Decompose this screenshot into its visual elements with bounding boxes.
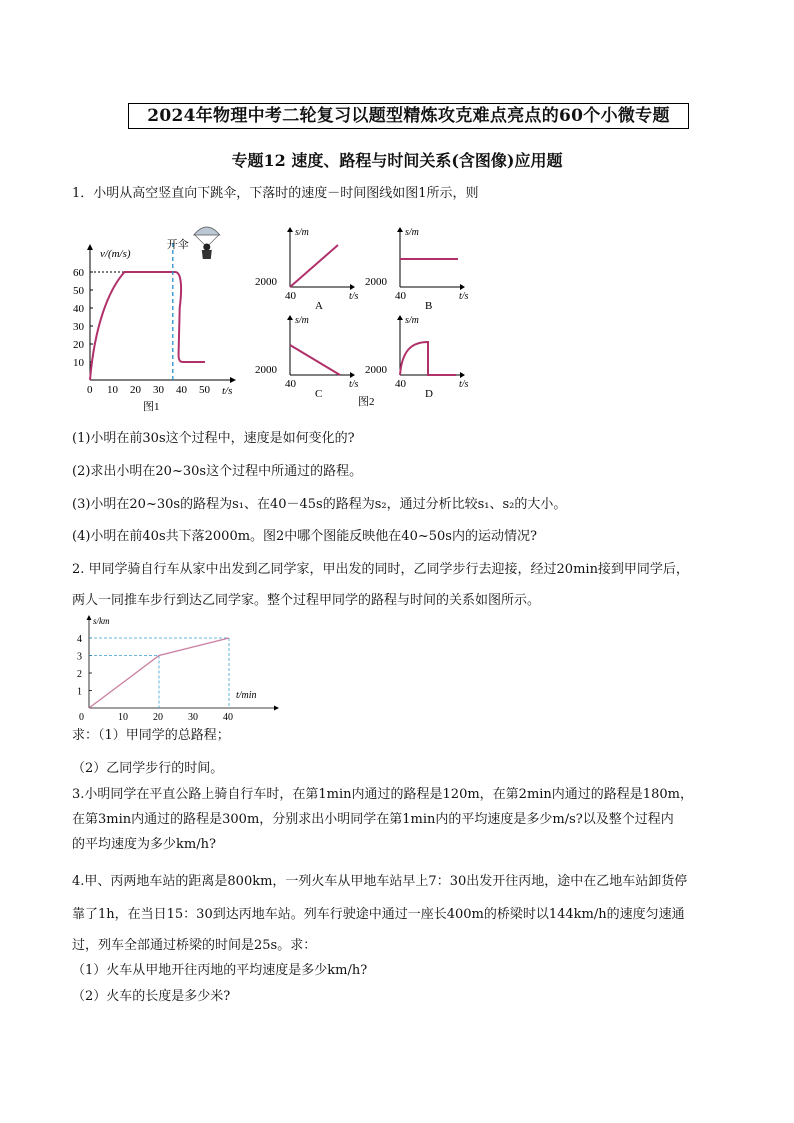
x-axis-arrow	[274, 706, 279, 711]
x-tick-label: 20	[130, 384, 141, 396]
panel-y-arrow	[287, 315, 293, 320]
q4-line1: 4.甲、丙两地车站的距离是800km，一列火车从甲地车站早上7：30出发开往丙地，途中在乙地车站卸货停	[72, 874, 688, 889]
panel-x-arrow	[460, 284, 465, 290]
q4-line2: 靠了1h，在当日15：30到达丙地车站。列车行驶途中通过一座长400m的桥梁时以144km/h的速度匀速通	[72, 907, 685, 922]
y-tick-label: 2	[77, 669, 82, 680]
q2-stem-line1: 2. 甲同学骑自行车从家中出发到乙同学家，甲出发的同时，乙同学步行去迎接，经过20min接到甲同学后，	[72, 562, 689, 577]
q4-line4: （1）火车从甲地开往丙地的平均速度是多少km/h?	[72, 963, 368, 978]
q1-sub1: (1)小明在前30s这个过程中，速度是如何变化的?	[72, 431, 355, 446]
x-tick-label: 40	[223, 712, 233, 723]
x-tick-label: 0	[79, 712, 84, 723]
y-axis-arrow	[87, 244, 93, 250]
x-tick-label: 40	[176, 384, 187, 396]
y-tick-label: 20	[73, 339, 84, 351]
panel-y0-label: 2000	[365, 364, 387, 376]
y-tick-label: 50	[73, 285, 84, 297]
q3-line3: 的平均速度为多少km/h?	[72, 837, 216, 852]
parachute-icon	[194, 227, 220, 235]
x-axis-label: t/s	[222, 385, 233, 397]
panel-x-label: t/s	[349, 379, 359, 390]
panel-y0-label: 2000	[255, 276, 277, 288]
panel-letter: D	[425, 388, 433, 400]
panel-curve	[290, 345, 340, 375]
y-tick-label: 40	[73, 303, 84, 315]
y-axis-label: s/km	[93, 616, 110, 626]
y-tick-label: 3	[77, 651, 82, 663]
q2-ask2: （2）乙同学步行的时间。	[72, 761, 224, 776]
panel-y0-label: 2000	[255, 364, 277, 376]
q2-stem-line2: 两人一同推车步行到达乙同学家。整个过程甲同学的路程与时间的关系如图所示。	[72, 593, 541, 608]
panel-y-arrow	[397, 315, 403, 320]
q2-ask1: 求：（1）甲同学的总路程；	[72, 728, 230, 743]
speed-curve	[90, 272, 205, 380]
q1-sub4: (4)小明在前40s共下落2000m。图2中哪个图能反映他在40~50s内的运动情况?	[72, 529, 537, 544]
y-tick-label: 10	[73, 357, 84, 369]
q2-chart	[72, 612, 282, 724]
open-parachute-label: 开伞	[166, 239, 189, 251]
y-axis-label: v/(m/s)	[100, 248, 131, 260]
y-tick-label: 1	[77, 686, 82, 698]
panel-curve	[290, 245, 338, 287]
panel-x-label: t/s	[349, 291, 359, 302]
panel-x-label: t/s	[459, 379, 469, 390]
q3-line1: 3.小明同学在平直公路上骑自行车时，在第1min内通过的路程是120m，在第2min内通过的路程是180m，	[72, 787, 693, 802]
panel-y-arrow	[397, 227, 403, 232]
figure2-chart	[250, 225, 475, 410]
panel-x-arrow	[350, 372, 355, 378]
jumper-body	[202, 250, 212, 259]
panel-letter: A	[315, 300, 323, 312]
x-tick-label: 10	[107, 384, 118, 396]
panel-y-label: s/m	[405, 315, 419, 326]
panel-x0-label: 40	[285, 290, 296, 302]
x-tick-label: 50	[199, 384, 210, 396]
jumper-head	[203, 244, 210, 251]
panel-y-label: s/m	[295, 315, 309, 326]
panel-x0-label: 40	[395, 378, 406, 390]
x-tick-label: 30	[153, 384, 164, 396]
panel-x-arrow	[350, 284, 355, 290]
y-axis-arrow	[87, 615, 92, 620]
panel-y-label: s/m	[405, 227, 419, 238]
q4-line3: 过，列车全部通过桥梁的时间是25s。求：	[72, 938, 317, 953]
q4-line5: （2）火车的长度是多少米?	[72, 989, 231, 1004]
y-tick-label: 60	[73, 267, 84, 279]
parachute-cord	[209, 235, 219, 245]
panel-letter: C	[315, 388, 323, 400]
x-tick-label: 30	[188, 712, 198, 723]
panel-y-label: s/m	[295, 227, 309, 238]
panel-x-label: t/s	[459, 291, 469, 302]
x-axis-label: t/min	[236, 690, 257, 701]
q1-stem: 1．小明从高空竖直向下跳伞，下落时的速度－时间图线如图1所示，则	[72, 186, 479, 201]
figure2-caption: 图2	[358, 396, 375, 408]
figure1-chart	[68, 220, 248, 420]
panel-curve	[400, 342, 456, 375]
panel-x-arrow	[460, 372, 465, 378]
q1-sub3: (3)小明在20~30s的路程为s₁、在40－45s的路程为s₂，通过分析比较s₁、s₂的大小。	[72, 497, 567, 512]
y-tick-label: 4	[77, 634, 82, 645]
x-tick-label: 10	[118, 712, 128, 723]
q1-sub2: (2)求出小明在20~30s这个过程中所通过的路程。	[72, 464, 363, 479]
x-axis-arrow	[230, 377, 236, 383]
panel-y-arrow	[287, 227, 293, 232]
panel-x0-label: 40	[285, 378, 296, 390]
panel-letter: B	[425, 300, 433, 312]
y-tick-label: 30	[73, 321, 84, 333]
q3-line2: 在第3min内通过的路程是300m，分别求出小明同学在第1min内的平均速度是多少m/s?以及整个过程内	[72, 812, 674, 827]
parachute-cord	[195, 235, 205, 245]
figure1-caption: 图1	[143, 401, 160, 413]
section-subtitle: 专题12 速度、路程与时间关系(含图像)应用题	[231, 151, 563, 170]
page-title: 2024年物理中考二轮复习以题型精炼攻克难点亮点的60个小微专题	[128, 103, 689, 129]
x-tick-label: 0	[87, 384, 93, 396]
x-tick-label: 20	[153, 712, 163, 723]
panel-y0-label: 2000	[365, 276, 387, 288]
panel-x0-label: 40	[395, 290, 406, 302]
